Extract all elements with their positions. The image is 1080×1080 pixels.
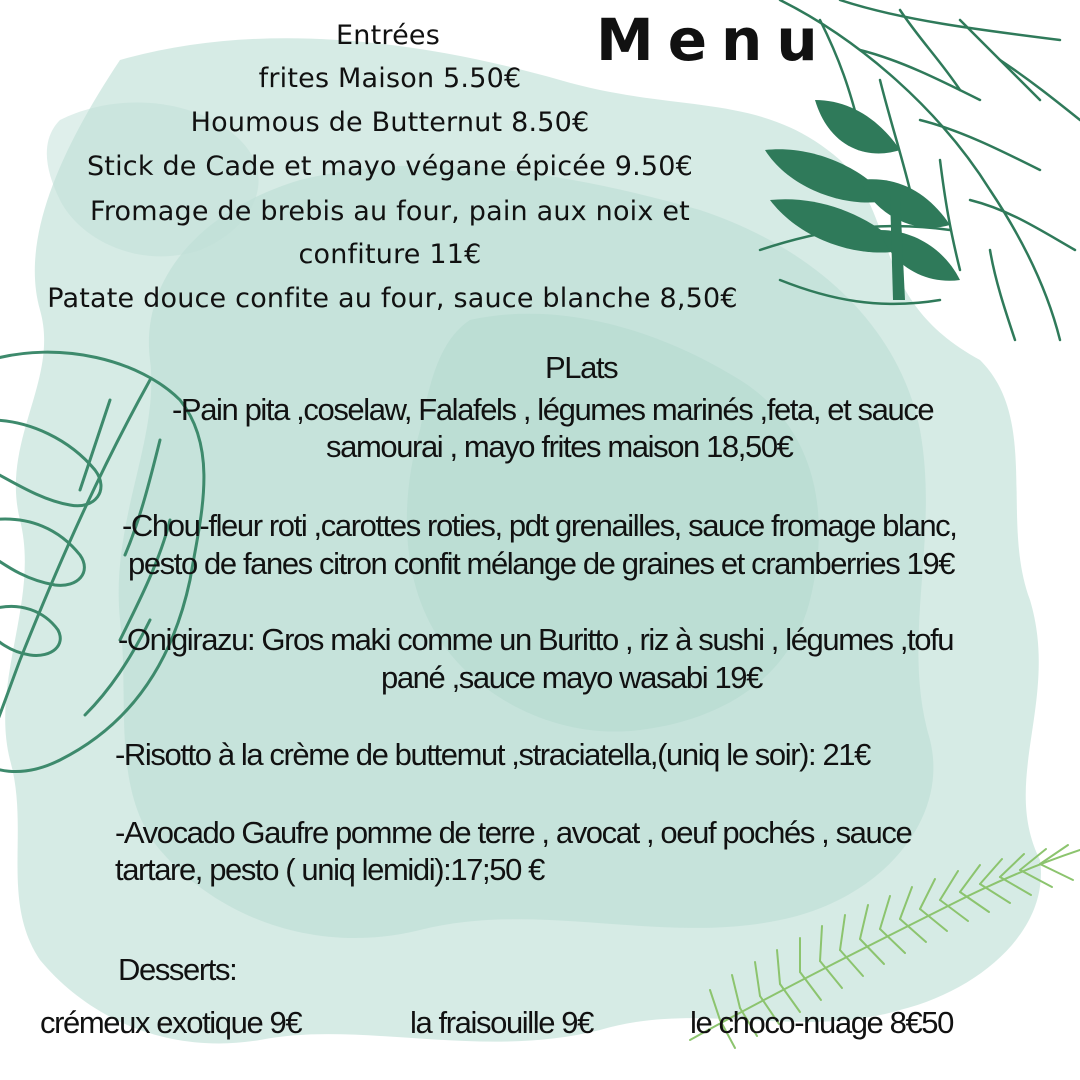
entree-item: Patate douce confite au four, sauce blanche 8,50€ — [47, 283, 738, 314]
dessert-item: la fraisouille 9€ — [410, 1005, 593, 1040]
dessert-item: le choco-nuage 8€50 — [690, 1005, 953, 1040]
plat-item-line: samourai , mayo frites maison 18,50€ — [326, 429, 793, 464]
plat-item-line: -Pain pita ,coselaw, Falafels , légumes marinés ,feta, et sauce — [172, 392, 934, 427]
entree-item: Stick de Cade et mayo végane épicée 9.50€ — [86, 151, 694, 182]
plats-heading: PLats — [545, 350, 618, 385]
entrees-heading: Entrées — [336, 20, 440, 51]
menu-title: Menu — [596, 6, 832, 74]
entree-item: Houmous de Butternut 8.50€ — [190, 107, 590, 138]
plat-item-line: -Chou-fleur roti ,carottes roties, pdt grenailles, sauce fromage blanc, — [122, 508, 957, 543]
plat-item-line: pesto de fanes citron confit mélange de graines et cramberries 19€ — [128, 546, 955, 581]
plat-item-line: -Onigirazu: Gros maki comme un Buritto , riz à sushi , légumes ,tofu — [118, 622, 954, 657]
entree-item: Fromage de brebis au four, pain aux noix et — [90, 196, 690, 227]
plat-item-line: -Avocado Gaufre pomme de terre , avocat , oeuf pochés , sauce — [115, 815, 912, 850]
desserts-heading: Desserts: — [118, 952, 237, 987]
entree-item: confiture 11€ — [298, 239, 482, 270]
plat-item-line: pané ,sauce mayo wasabi 19€ — [381, 660, 762, 695]
dessert-item: crémeux exotique 9€ — [40, 1005, 302, 1040]
entree-item: frites Maison 5.50€ — [258, 63, 522, 94]
plat-item-line: tartare, pesto ( uniq lemidi):17;50 € — [115, 852, 544, 887]
plat-item-line: -Risotto à la crème de buttemut ,straciatella,(uniq le soir): 21€ — [115, 737, 870, 772]
